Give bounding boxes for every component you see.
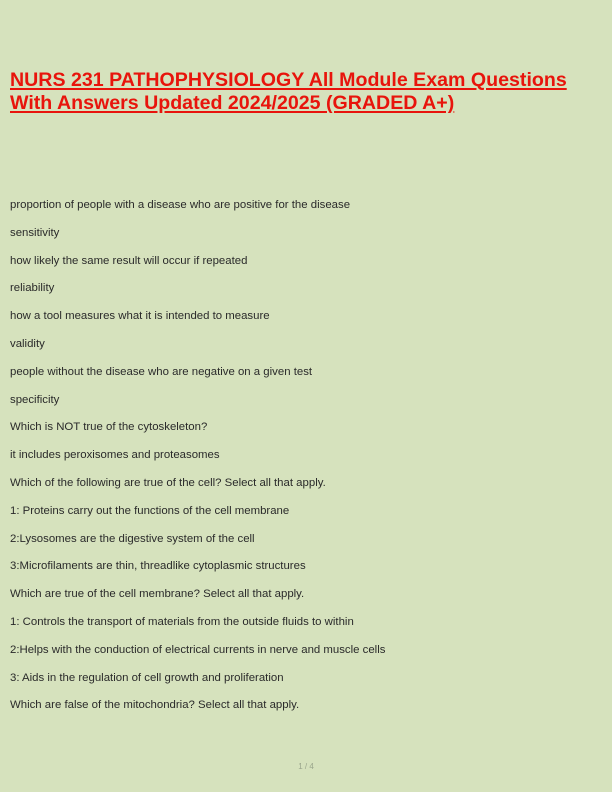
text-line: proportion of people with a disease who are positive for the disease [10,199,351,211]
text-line: 2:Lysosomes are the digestive system of the cell [10,532,255,545]
text-line: how a tool measures what it is intended to measure [10,310,270,323]
text-line: it includes peroxisomes and proteasomes [10,449,220,462]
text-line: 3: Aids in the regulation of cell growth and proliferation [10,671,284,684]
text-line: Which are true of the cell membrane? Select all that apply. [10,588,305,601]
text-line: how likely the same result will occur if repeated [10,254,248,267]
text-line: 1: Proteins carry out the functions of the cell membrane [10,504,290,517]
document-title: NURS 231 PATHOPHYSIOLOGY All Module Exam Questions With Answers Updated 2024/2025 (GRADED A+) [10,69,567,114]
text-line: Which of the following are true of the cell? Select all that apply. [10,476,326,489]
text-line: sensitivity [10,226,60,239]
text-line: reliability [10,282,55,295]
page-number: 1 / 4 [298,762,314,771]
text-line: Which is NOT true of the cytoskeleton? [10,421,208,434]
text-line: Which are false of the mitochondria? Select all that apply. [10,699,300,712]
text-line: 3:Microfilaments are thin, threadlike cytoplasmic structures [10,560,306,573]
text-line: people without the disease who are negative on a given test [10,365,313,378]
text-line: 2:Helps with the conduction of electrical currents in nerve and muscle cells [10,643,386,656]
question-answer-list [10,197,385,725]
text-line: validity [10,337,45,350]
text-line: specificity [10,393,60,406]
text-line: 1: Controls the transport of materials from the outside fluids to within [10,615,354,628]
